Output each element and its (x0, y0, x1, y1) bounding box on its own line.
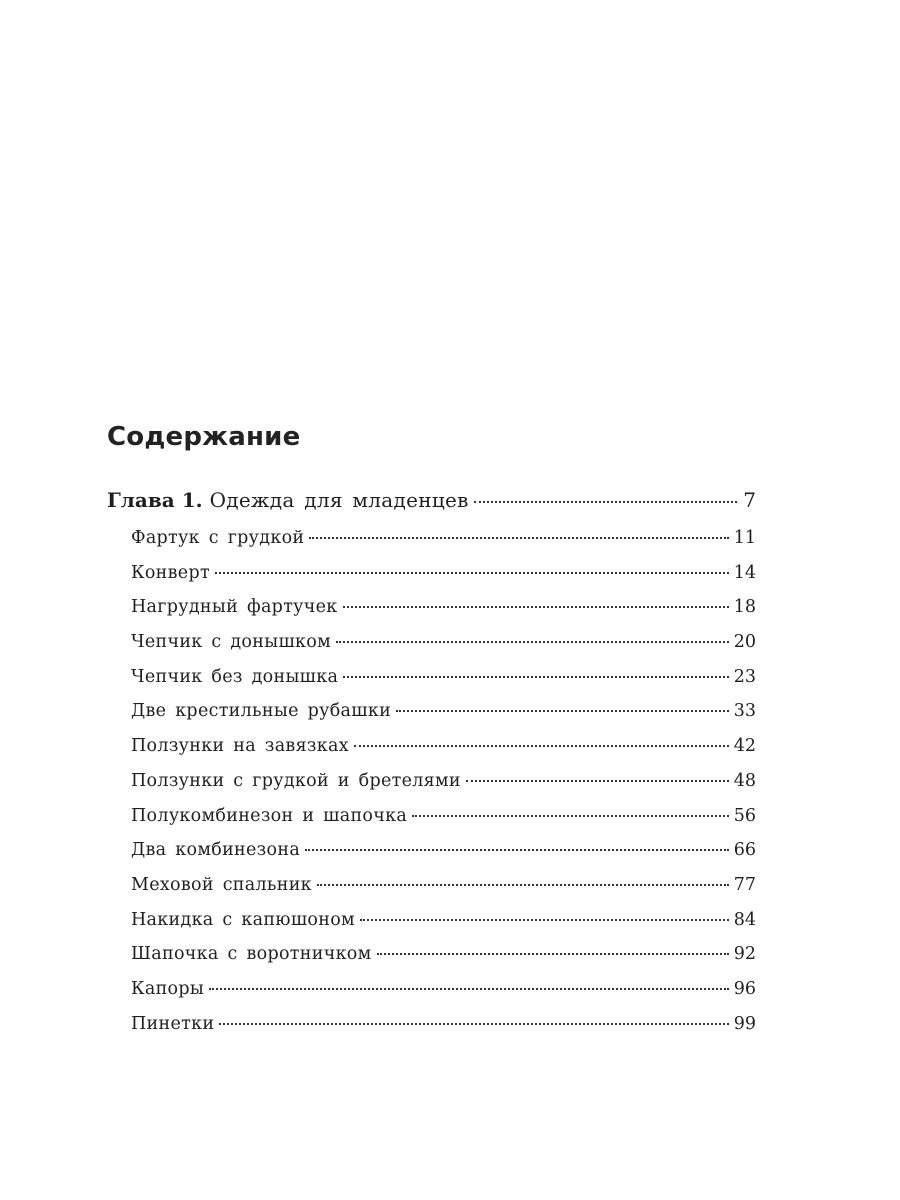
toc-item-page-number: 96 (733, 978, 756, 999)
toc-item-page-number: 84 (733, 909, 756, 930)
dot-leader (360, 919, 729, 921)
toc-item-row[interactable] (107, 701, 756, 736)
toc-item-title: Ползунки с грудкой и бретелями (131, 770, 461, 791)
toc-item-row[interactable] (107, 632, 756, 667)
toc-item-row[interactable] (107, 771, 756, 806)
dot-leader (209, 988, 729, 990)
toc-item-row[interactable] (107, 528, 756, 563)
dot-leader (396, 710, 729, 712)
dot-leader (215, 572, 729, 574)
toc-chapter-row[interactable] (107, 488, 756, 528)
toc-item-page-number: 33 (733, 701, 756, 722)
toc-item-page-number: 92 (733, 944, 756, 965)
toc-item-title: Чепчик с донышком (131, 632, 332, 653)
toc-item-row[interactable] (107, 563, 756, 598)
dot-leader (336, 641, 729, 643)
toc-item-title: Конверт (131, 562, 210, 583)
dot-leader (305, 849, 729, 851)
toc-item-title: Фартук с грудкой (131, 528, 305, 548)
toc-item-row[interactable] (107, 806, 756, 841)
toc-item-page-number: 56 (733, 805, 756, 826)
toc-item-page-number: 77 (733, 874, 756, 895)
toc-item-title: Полукомбинезон и шапочка (131, 805, 408, 826)
toc-item-page-number: 48 (733, 770, 756, 791)
toc-item-row[interactable] (107, 875, 756, 910)
toc-item-title: Накидка с капюшоном (131, 909, 355, 930)
toc-item-title: Две крестильные рубашки (131, 701, 392, 722)
toc-item-title: Чепчик без донышка (131, 666, 339, 687)
dot-leader (309, 537, 728, 539)
toc-item-page-number: 20 (733, 632, 756, 653)
toc-item-row[interactable] (107, 979, 756, 1014)
dot-leader (219, 1023, 728, 1025)
chapter-title: Одежда для младенцев (209, 488, 469, 512)
dot-leader (474, 501, 737, 503)
chapter-page-number: 7 (743, 488, 756, 512)
table-of-contents (107, 488, 756, 1048)
dot-leader (377, 953, 729, 955)
toc-item-page-number: 42 (733, 736, 756, 757)
toc-item-page-number: 14 (733, 562, 756, 583)
dot-leader (412, 815, 729, 817)
toc-heading: Содержание (107, 422, 301, 452)
toc-item-title: Меховой спальник (131, 874, 312, 895)
toc-item-title: Два комбинезона (131, 840, 301, 861)
toc-item-row[interactable] (107, 910, 756, 945)
toc-item-row[interactable] (107, 840, 756, 875)
toc-item-title: Пинетки (131, 1013, 215, 1034)
dot-leader (343, 676, 728, 678)
toc-item-title: Ползунки на завязках (131, 736, 349, 757)
toc-item-page-number: 18 (733, 597, 756, 618)
toc-item-page-number: 23 (733, 666, 756, 687)
toc-item-title: Капоры (131, 978, 205, 999)
toc-item-title: Шапочка с воротничком (131, 944, 372, 965)
dot-leader (317, 884, 729, 886)
toc-item-row[interactable] (107, 1014, 756, 1049)
dot-leader (466, 780, 729, 782)
dot-leader (343, 606, 729, 608)
toc-item-page-number: 66 (733, 840, 756, 861)
toc-item-page-number: 99 (733, 1013, 756, 1034)
dot-leader (354, 745, 729, 747)
toc-item-row[interactable] (107, 736, 756, 771)
toc-item-row[interactable] (107, 944, 756, 979)
toc-item-title: Нагрудный фартучек (131, 597, 338, 618)
chapter-label: Глава 1. (107, 488, 203, 512)
toc-item-page-number: 11 (733, 528, 756, 548)
toc-item-row[interactable] (107, 667, 756, 702)
toc-item-row[interactable] (107, 597, 756, 632)
